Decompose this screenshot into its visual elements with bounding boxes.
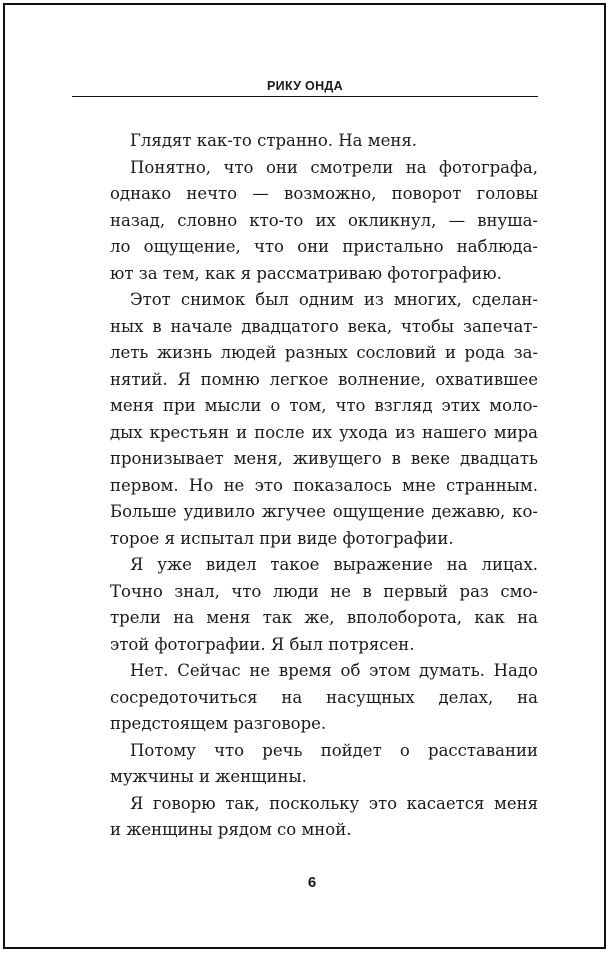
- text-line: пронизывает меня, живущего в веке двадцать: [110, 449, 538, 468]
- text-line: Потому что речь пойдет о расставании: [130, 740, 538, 760]
- text-line: меня при мысли о том, что взгляд этих моло-: [110, 396, 538, 415]
- text-line: ют за тем, как я рассматриваю фотографию.: [110, 263, 502, 283]
- text-line: Нет. Сейчас не время об этом думать. Надо: [130, 661, 538, 680]
- running-head-author: РИКУ ОНДА: [267, 79, 343, 93]
- text-line: ных в начале двадцатого века, чтобы запечат-: [110, 316, 538, 336]
- text-line: назад, словно кто-то их окликнул, — внуша-: [110, 210, 538, 230]
- paragraph: [110, 738, 538, 791]
- paragraph: [110, 128, 538, 155]
- text-line: Глядят как-то странно. На меня.: [130, 131, 418, 150]
- text-line: Я уже видел такое выражение на лицах.: [130, 555, 538, 574]
- paragraph: [110, 552, 538, 658]
- text-line: Больше удивило жгучее ощущение дежавю, ко-: [110, 502, 538, 521]
- text-line: дых крестьян и после их ухода из нашего мира: [110, 422, 538, 442]
- text-line: предстоящем разговоре.: [110, 714, 327, 733]
- text-line: Я говорю так, поскольку это касается меня: [130, 793, 538, 813]
- text-line: первом. Но не это показалось мне странным.: [110, 475, 538, 495]
- text-line: Точно знал, что люди не в первый раз смо-: [110, 581, 538, 601]
- text-line: трели на меня так же, вполоборота, как на: [110, 608, 538, 627]
- text-line: мужчины и женщины.: [110, 767, 307, 786]
- text-line: торое я испытал при виде фотографии.: [110, 528, 454, 548]
- text-line: Этот снимок был одним из многих, сделан-: [130, 290, 538, 309]
- text-line: однако нечто — возможно, поворот головы: [110, 184, 538, 203]
- text-line: этой фотографии. Я был потрясен.: [110, 634, 415, 654]
- paragraph: [110, 791, 538, 844]
- text-line: леть жизнь людей разных сословий и рода за-: [110, 343, 538, 362]
- text-line: и женщины рядом со мной.: [110, 820, 352, 839]
- header-rule: [72, 96, 538, 97]
- text-line: сосредоточиться на насущных делах, на: [110, 687, 538, 707]
- page-number: 6: [307, 874, 317, 891]
- body-text: [110, 128, 538, 844]
- text-line: Понятно, что они смотрели на фотографа,: [130, 157, 538, 177]
- paragraph: [110, 658, 538, 738]
- text-line: ло ощущение, что они пристально наблюда-: [110, 237, 538, 256]
- paragraph: [110, 287, 538, 552]
- text-line: нятий. Я помню легкое волнение, охватившее: [110, 369, 538, 389]
- paragraph: [110, 155, 538, 288]
